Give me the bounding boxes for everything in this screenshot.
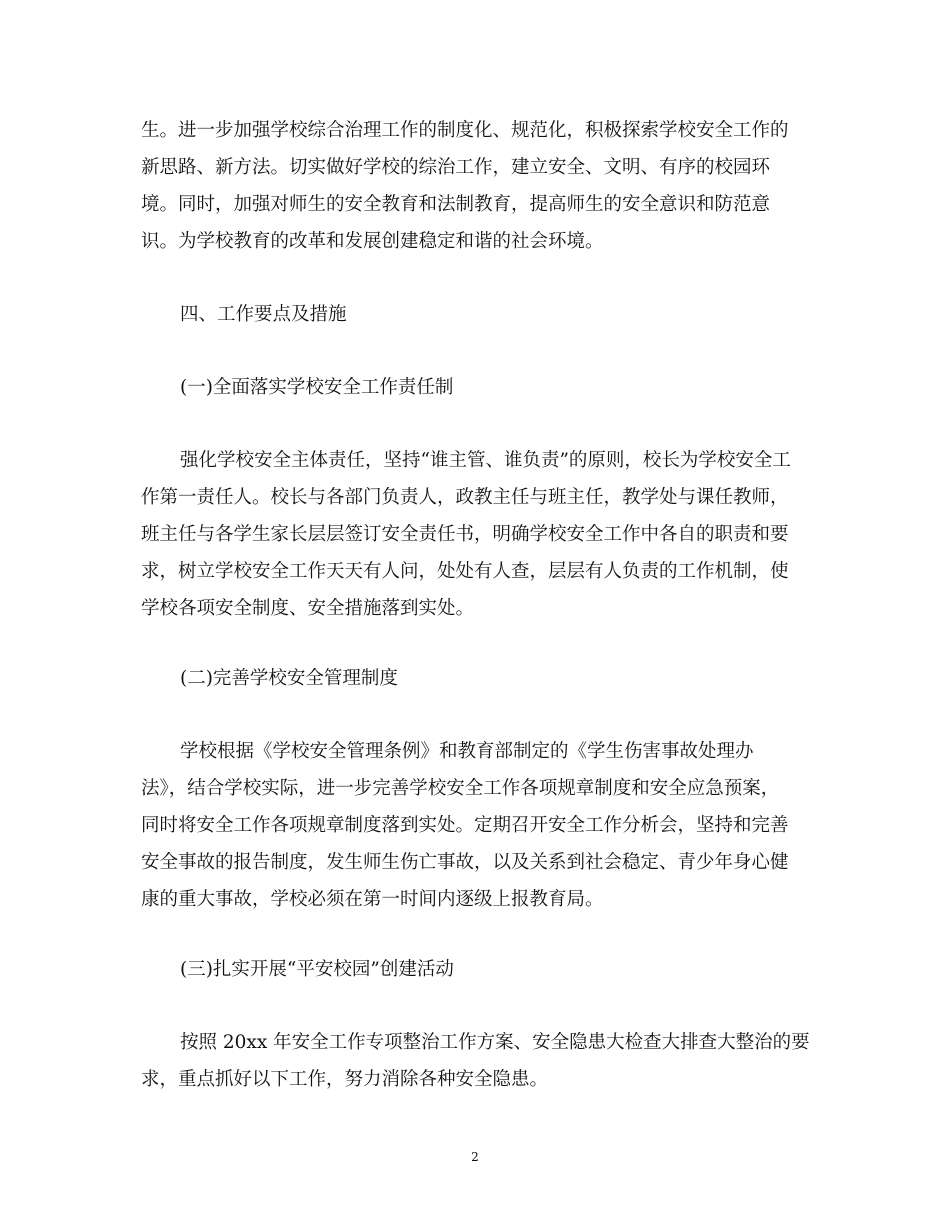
subsection-heading: (三)扎实开展“平安校园”创建活动 [180,959,454,980]
paragraph-line: 法》，结合学校实际，进一步完善学校安全工作各项规章制度和安全应急预案， [141,778,780,799]
paragraph-line: 求，树立学校安全工作天天有人问，处处有人查，层层有人负责的工作机制，使 [141,561,789,582]
subsection-heading: (二)完善学校安全管理制度 [180,668,398,689]
subsection-heading: (一)全面落实学校安全工作责任制 [180,377,454,398]
paragraph-line: 新思路、新方法。切实做好学校的综治工作，建立安全、文明、有序的校园环 [141,157,771,178]
paragraph-line: 学校根据《学校安全管理条例》和教育部制定的《学生伤害事故处理办 [180,741,754,762]
paragraph-line: 学校各项安全制度、安全措施落到实处。 [141,598,475,619]
section-heading: 四、工作要点及措施 [180,304,347,325]
paragraph-line: 按照 20xx 年安全工作专项整治工作方案、安全隐患大检查大排查大整治的要 [180,1032,810,1053]
paragraph-line: 求，重点抓好以下工作，努力消除各种安全隐患。 [141,1069,549,1090]
paragraph-line: 境。同时，加强对师生的安全教育和法制教育，提高师生的安全意识和防范意 [141,194,771,215]
paragraph-line: 康的重大事故，学校必须在第一时间内逐级上报教育局。 [141,889,604,910]
paragraph-line: 强化学校安全主体责任，坚持“谁主管、谁负责”的原则，校长为学校安全工 [180,450,791,471]
paragraph-line: 作第一责任人。校长与各部门负责人，政教主任与班主任，教学处与课任教师， [141,487,789,508]
paragraph-line: 识。为学校教育的改革和发展创建稳定和谐的社会环境。 [141,231,604,252]
page-number: 2 [471,1150,479,1164]
paragraph-line: 安全事故的报告制度，发生师生伤亡事故，以及关系到社会稳定、青少年身心健 [141,852,789,873]
paragraph-line: 生。进一步加强学校综合治理工作的制度化、规范化，积极探索学校安全工作的 [141,120,789,141]
paragraph-line: 同时将安全工作各项规章制度落到实处。定期召开安全工作分析会，坚持和完善 [141,815,789,836]
paragraph-line: 班主任与各学生家长层层签订安全责任书，明确学校安全工作中各自的职责和要 [141,524,789,545]
